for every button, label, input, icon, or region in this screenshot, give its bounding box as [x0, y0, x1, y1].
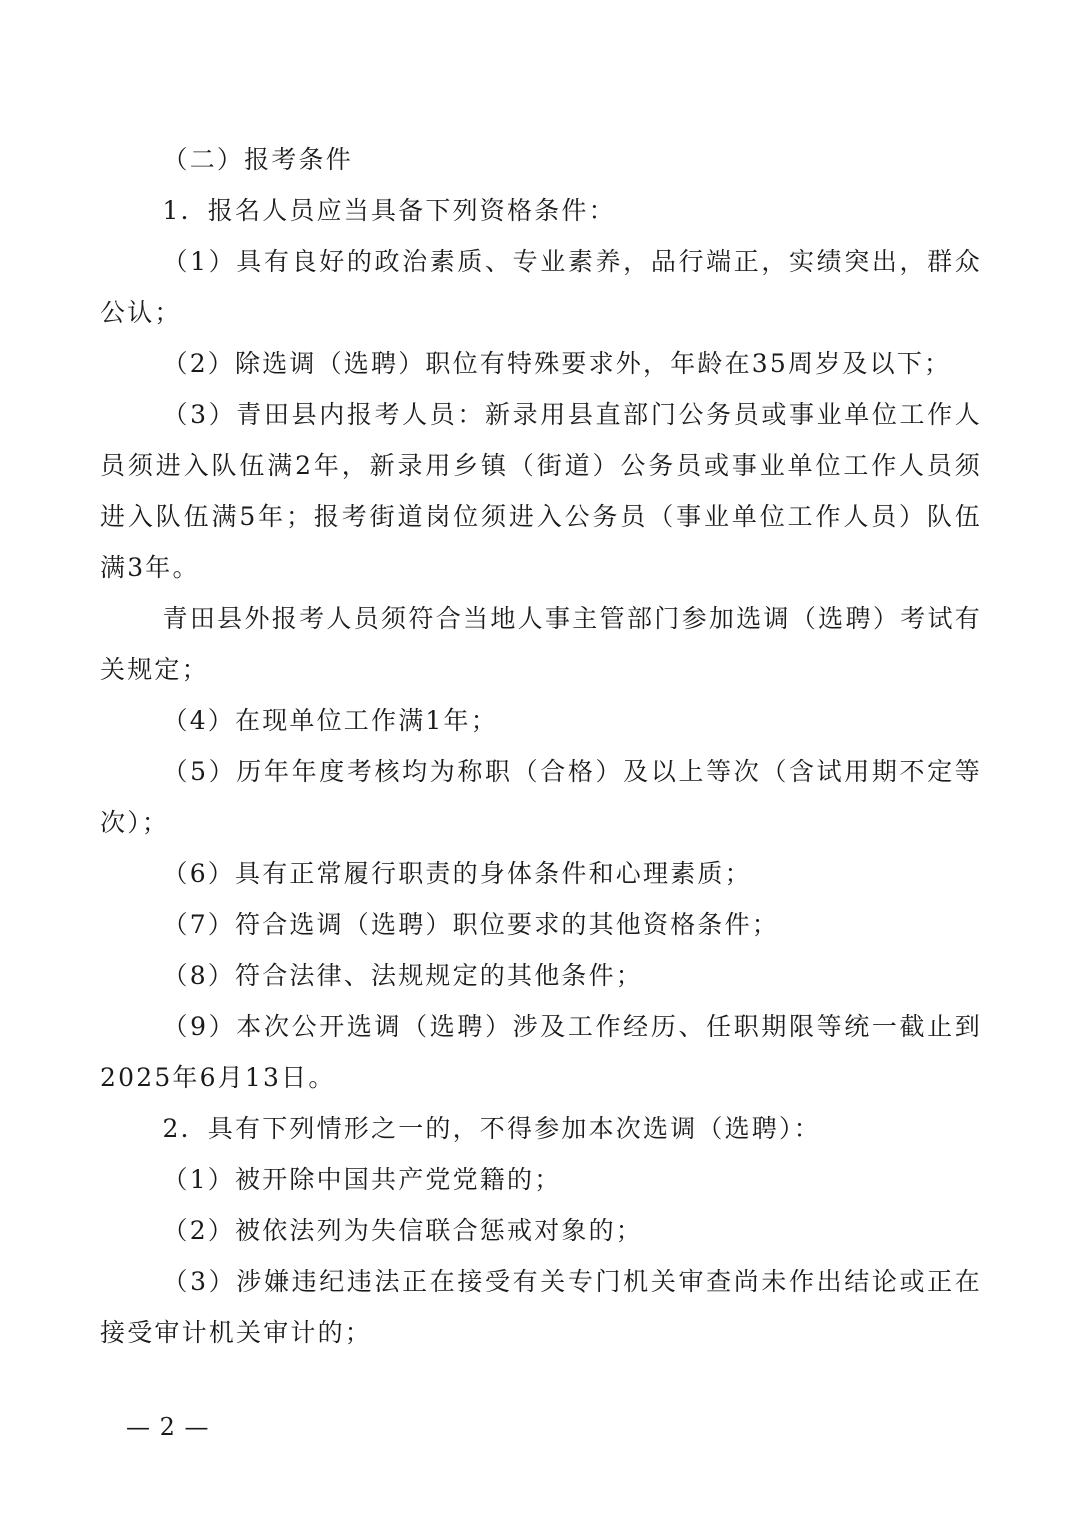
paragraph: （1）具有良好的政治素质、专业素养，品行端正，实绩突出，群众公认；: [100, 247, 982, 327]
paragraph: （5）历年年度考核均为称职（合格）及以上等次（含试用期不定等次）；: [100, 757, 982, 837]
section-heading: （二）报考条件: [162, 145, 353, 174]
paragraph: 1．报名人员应当具备下列资格条件：: [162, 196, 616, 225]
paragraph: （3）青田县内报考人员：新录用县直部门公务员或事业单位工作人员须进入队伍满2年，新录用乡镇（街道）公务员或事业单位工作人员须进入队伍满5年；报考街道岗位须进入公务员（事业单位工作人员）队伍满3年。: [100, 400, 982, 582]
paragraph: （2）除选调（选聘）职位有特殊要求外，年龄在35周岁及以下；: [162, 349, 952, 378]
paragraph: （7）符合选调（选聘）职位要求的其他资格条件；: [162, 910, 780, 939]
paragraph: 2．具有下列情形之一的，不得参加本次选调（选聘）：: [162, 1114, 821, 1143]
paragraph: （4）在现单位工作满1年；: [162, 706, 498, 735]
paragraph: 青田县外报考人员须符合当地人事主管部门参加选调（选聘）考试有关规定；: [100, 604, 982, 684]
document-body: [100, 134, 982, 1358]
page-number: — 2 —: [126, 1413, 210, 1441]
paragraph: （8）符合法律、法规规定的其他条件；: [162, 961, 644, 990]
paragraph: （2）被依法列为失信联合惩戒对象的；: [162, 1216, 644, 1245]
paragraph: （9）本次公开选调（选聘）涉及工作经历、任职期限等统一截止到2025年6月13日。: [100, 1012, 982, 1092]
paragraph: （1）被开除中国共产党党籍的；: [162, 1165, 562, 1194]
paragraph: （6）具有正常履行职责的身体条件和心理素质；: [162, 859, 752, 888]
paragraph: （3）涉嫌违纪违法正在接受有关专门机关审查尚未作出结论或正在接受审计机关审计的；: [100, 1267, 982, 1347]
